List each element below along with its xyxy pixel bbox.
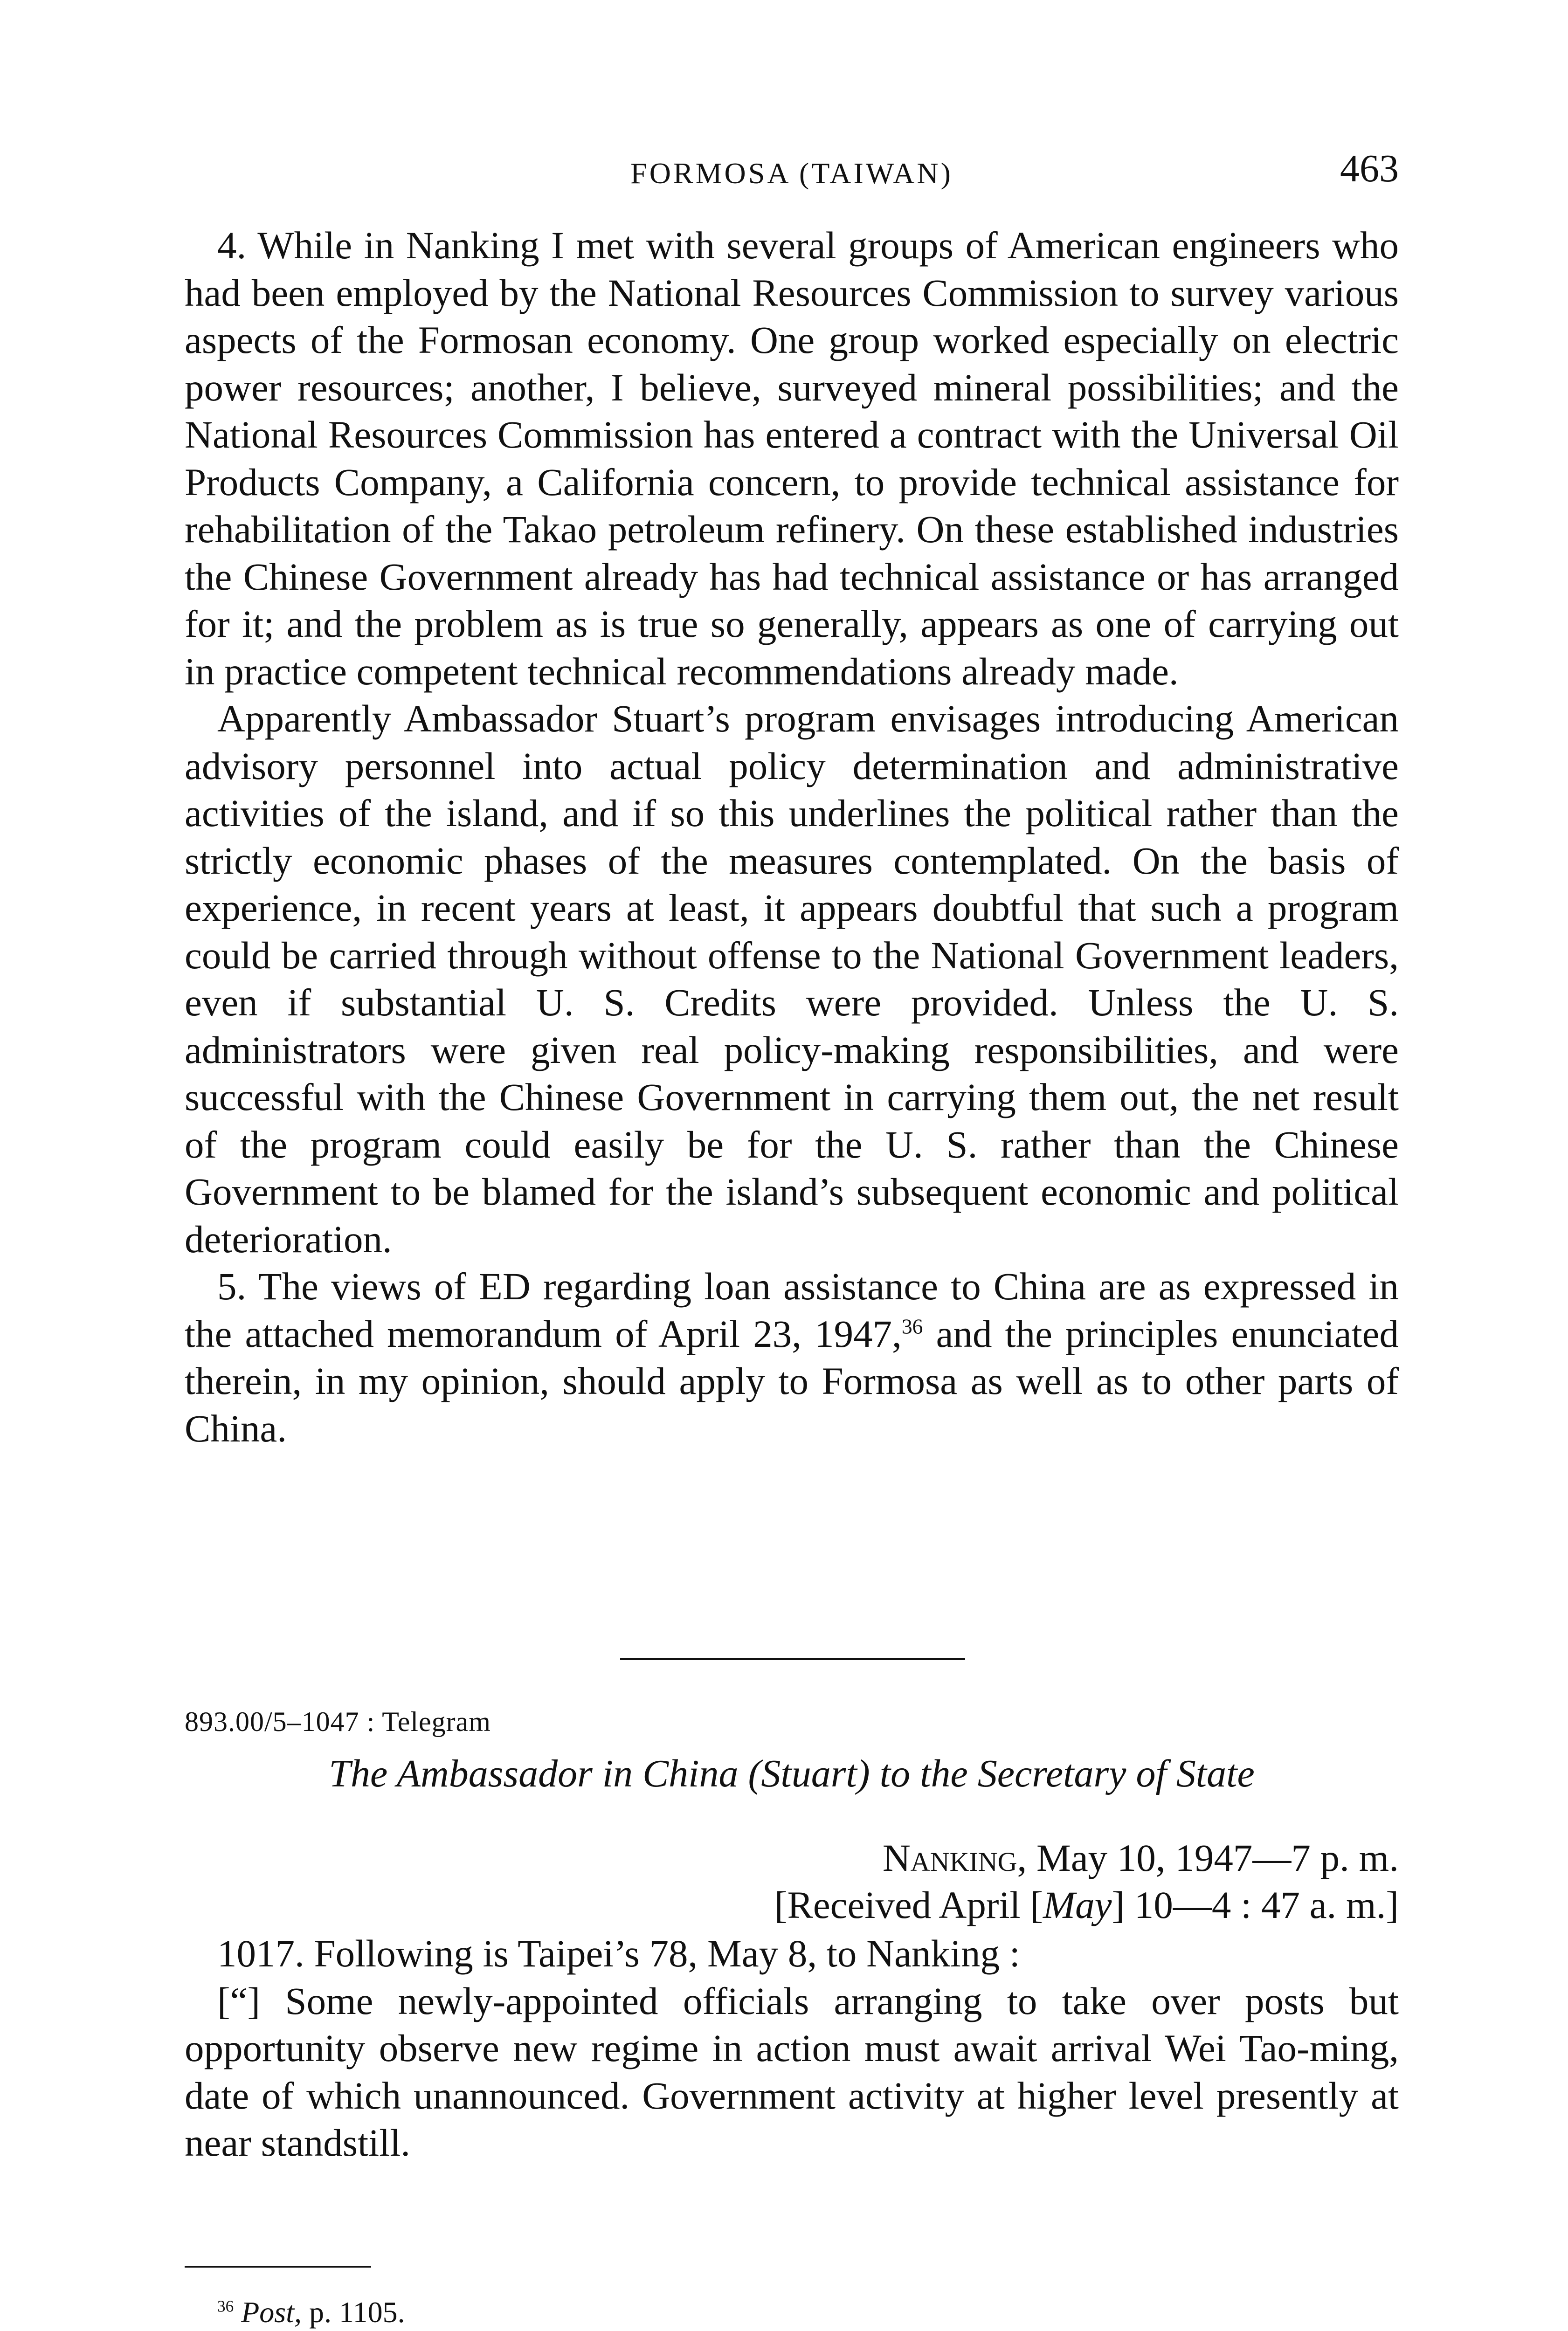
telegram-number-line: 1017. Following is Taipei’s 78, May 8, to Nanking : <box>217 1932 1020 1975</box>
document-title: The Ambassador in China (Stuart) to the Secretary of State <box>329 1752 1255 1795</box>
footnote-number: 36 <box>217 2297 234 2316</box>
page-header <box>185 145 1399 197</box>
dateline-received <box>774 1882 1399 1929</box>
telegram-quote: [“] Some newly-appointed officials arranging to take over posts but opportunity observe new regime in action must await arrival Wei Tao-ming, date of which unannounced. Government activity at higher level presently at near standstill. <box>185 1979 1399 2164</box>
running-head: FORMOSA (TAIWAN) <box>630 157 953 190</box>
paragraph-stuart-program: Apparently Ambassador Stuart’s program envisages introducing American advisory personnel into actual policy determination and administrative activities of the island, and if so this underlines the political rather than the strictly economic phases of the measures contemplated. On the basis of experience, in recent years at least, it appears doubtful that such a program could be carried through without offense to the National Government leaders, even if substantial U. S. Credits were provided. Unless the U. S. administrators were given real policy-making responsibilities, and were successful with the Chinese Government in carrying them out, the net result of the program could easily be for the U. S. rather than the Chinese Government to be blamed for the island’s subsequent economic and political deterioration. <box>185 697 1399 1261</box>
footnote <box>217 2294 405 2331</box>
received-prefix: [Received April [ <box>774 1883 1043 1926</box>
footnote-rule <box>185 2266 371 2268</box>
dateline-place: Nanking, <box>882 1836 1027 1879</box>
received-correction: May <box>1043 1883 1112 1926</box>
page-number: 463 <box>1340 147 1399 190</box>
paragraph-5-text-start: 5. The views of ED regarding loan assistance to China are as expressed in the attached memorandum of April 23, 1947, <box>185 1265 1399 1355</box>
received-suffix: ] 10—4 : 47 a. m.] <box>1112 1883 1399 1926</box>
dateline-date: May 10, 1947—7 p. m. <box>1027 1836 1399 1879</box>
footnote-post: Post, <box>241 2296 302 2329</box>
footnote-reference: 36 <box>901 1314 923 1338</box>
paragraph-5-text-end: and the principles enunciated therein, in my opinion, should apply to Formosa as well as to other parts of China. <box>185 1312 1399 1450</box>
paragraph-5 <box>185 1263 1399 1452</box>
dateline-sent <box>774 1834 1399 1882</box>
memo-body <box>185 222 1399 1452</box>
section-divider <box>620 1658 965 1660</box>
footnote-reference-text: p. 1105. <box>301 2296 405 2329</box>
telegram-body <box>185 1930 1399 2167</box>
paragraph-4: 4. While in Nanking I met with several groups of American engineers who had been employed by the National Resources Commission to survey various aspects of the Formosan economy. One group worked especially on electric power resources; another, I believe, surveyed mineral possibilities; and the National Resources Commission has entered a contract with the Universal Oil Products Company, a California concern, to provide technical assistance for rehabilitation of the Takao petroleum refinery. On these established industries the Chinese Government already has had technical assistance or has arranged for it; and the problem as is true so generally, appears as one of carrying out in practice competent technical recommendations already made. <box>185 224 1399 693</box>
dateline <box>774 1834 1399 1929</box>
file-number: 893.00/5–1047 : Telegram <box>185 1706 491 1737</box>
